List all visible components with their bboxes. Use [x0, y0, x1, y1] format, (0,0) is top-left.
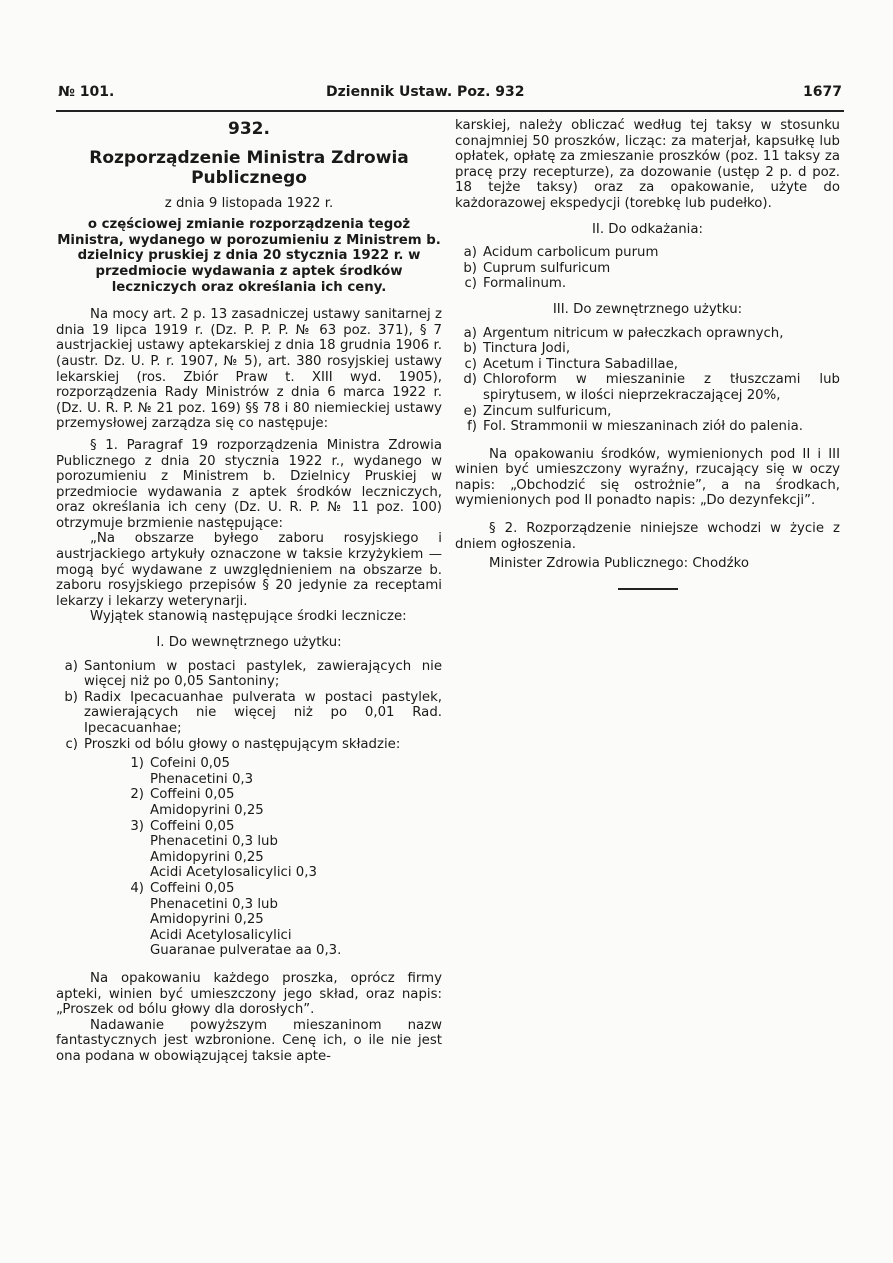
paragraph-1: § 1. Paragraf 19 rozporządzenia Ministra Zdrowia Publicznego z dnia 20 stycznia 1922 r., wydanego w porozumieniu z Ministrem b. Dzielnicy Pruskiej w przedmiocie wydawania z aptek środków leczniczych, oraz określania ich ceny (Dz. U. R. P. № 11 poz. 100) otrzymuje brzmienie następujące:: [56, 437, 442, 531]
document-number: 932.: [228, 119, 270, 139]
item-text: Chloroform w mieszaninie z tłuszczami lub spirytusem, w ilości nieprzekraczającej 20%,: [483, 372, 840, 403]
formula-ingredients: [150, 881, 442, 959]
list-item: [455, 404, 840, 420]
list-item: [455, 357, 840, 373]
item-text: Cuprum sulfuricum: [483, 260, 611, 276]
item-marker: c): [464, 356, 477, 372]
signature: Minister Zdrowia Publicznego: Chodźko: [489, 556, 749, 572]
naming-note-start: Nadawanie powyższym mieszaninom nazw fantastycznych jest wzbronione. Cenę ich, o ile nie jest ona podana w obowiązującej taksie apte-: [56, 1017, 442, 1064]
item-marker: a): [463, 245, 477, 261]
section-1-heading: I. Do wewnętrznego użytku:: [156, 635, 342, 651]
formula-marker: 3): [130, 818, 144, 834]
item-marker: b): [64, 689, 78, 705]
powder-formula: [116, 819, 442, 881]
item-text: Santonium w postaci pastylek, zawierających nie więcej niż po 0,05 Santoniny;: [84, 658, 442, 690]
ingredient: Amidopyrini 0,25: [150, 912, 264, 928]
ingredient: Coffeini 0,05: [150, 818, 235, 834]
paragraph-2: § 2. Rozporządzenie niniejsze wchodzi w życie z dniem ogłoszenia.: [455, 521, 840, 552]
quoted-provision: „Na obszarze byłego zaboru rosyjskiego i austrjackiego artykuły oznaczone w taksie krzyżykiem — mogą być wydawane z uwzględnieniem na obszarze b. zaboru rosyjskiego przepisów § 20 jedynie za receptami lekarzy i lekarzy weterynarji.: [56, 531, 442, 609]
formula-ingredients: [150, 787, 442, 818]
section-3-heading: III. Do zewnętrznego użytku:: [552, 301, 743, 317]
naming-note-continued: karskiej, należy obliczać według tej taksy w stosunku conajmniej 50 proszków, licząc: za materjał, kapsułkę lub opłatek, opłatę za zmieszanie proszków (poz. 11 taksy za pracę przy recepturze), za dozowanie (ustęp 2 p. d poz. 18 tejże taksy) oraz za opakowanie, użyte do każdorazowej ekspedycji (torebkę lub pudełko).: [455, 118, 840, 211]
list-item: [455, 276, 840, 292]
ingredient: Acidi Acetylosalicylici 0,3: [150, 865, 317, 881]
right-column: [455, 118, 840, 590]
item-marker: d): [463, 372, 477, 388]
left-column: [56, 118, 442, 1064]
list-item: [455, 372, 840, 403]
exceptions-intro: Wyjątek stanowią następujące środki lecznicze:: [90, 609, 407, 625]
item-text: Fol. Strammonii w mieszaninach ziół do palenia.: [483, 419, 804, 435]
list-item: [56, 659, 442, 690]
list-item: [455, 245, 840, 261]
ingredient: Acidi Acetylosalicylici: [150, 927, 292, 943]
item-text: Formalinum.: [483, 276, 567, 292]
preamble: Na mocy art. 2 p. 13 zasadniczej ustawy sanitarnej z dnia 19 lipca 1919 r. (Dz. P. P. P. № 63 poz. 371), § 7 austrjackiej ustawy aptekarskiej z dnia 18 grudnia 1906 r. (austr. Dz. U. P. r. 1907, № 5), art. 380 rosyjskiej ustawy lekarskiej (ros. Zbiór Praw t. XIII wyd. 1905), rozporządzenia Rady Ministrów z dnia 6 marca 1922 r. (Dz. U. R. P. № 21 poz. 169) §§ 78 i 80 niemieckiej ustawy przemysłowej zarządza się co następuje:: [56, 307, 442, 432]
item-text: Zincum sulfuricum,: [483, 403, 612, 419]
ingredient: Coffeini 0,05: [150, 880, 235, 896]
document-title: Rozporządzenie Ministra Zdrowia Publicznego: [89, 147, 409, 188]
item-marker: b): [463, 260, 477, 276]
document-subject: o częściowej zmianie rozporządzenia tegoż Ministra, wydanego w porozumieniu z Ministrem b. dzielnicy pruskiej z dnia 20 stycznia 1922 r. w przedmiocie wydawania z aptek środków leczniczych oraz określania ich ceny.: [57, 217, 441, 295]
item-text: Acetum i Tinctura Sabadillae,: [483, 356, 678, 372]
ingredient: Guaranae pulveratae aa 0,3.: [150, 943, 342, 959]
ingredient: Phenacetini 0,3: [150, 771, 254, 787]
document-date: z dnia 9 listopada 1922 r.: [164, 195, 334, 211]
journal-number: № 101.: [58, 84, 115, 100]
formula-ingredients: [150, 756, 442, 787]
item-marker: a): [64, 658, 78, 674]
ingredient: Cofeini 0,05: [150, 756, 230, 772]
page-header: [58, 84, 842, 106]
end-rule: [618, 588, 678, 590]
item-marker: c): [65, 736, 78, 752]
formula-marker: 2): [130, 787, 144, 803]
ingredient: Coffeini 0,05: [150, 787, 235, 803]
ingredient: Phenacetini 0,3 lub: [150, 834, 278, 850]
ingredient: Phenacetini 0,3 lub: [150, 896, 278, 912]
formula-ingredients: [150, 819, 442, 881]
item-text: Radix Ipecacuanhae pulverata w postaci pastylek, zawierających nie więcej niż po 0,01 Rad. Ipecacuanhae;: [84, 689, 442, 736]
item-text: Argentum nitricum w pałeczkach oprawnych,: [483, 325, 784, 341]
powder-formula: [116, 881, 442, 959]
list-item: [455, 326, 840, 342]
header-rule: [56, 110, 844, 112]
list-item: [56, 737, 442, 753]
ingredient: Amidopyrini 0,25: [150, 802, 264, 818]
powder-formula: [116, 756, 442, 787]
page-number: 1677: [803, 84, 842, 100]
item-text: Proszki od bólu głowy o następującym składzie:: [84, 736, 401, 752]
item-marker: a): [463, 325, 477, 341]
formula-marker: 1): [130, 756, 144, 772]
list-item: [56, 690, 442, 737]
journal-title: Dziennik Ustaw. Poz. 932: [326, 84, 525, 100]
list-item: [455, 419, 840, 435]
item-text: Acidum carbolicum purum: [483, 245, 659, 261]
section-2-heading: II. Do odkażania:: [592, 221, 703, 237]
powder-formula: [116, 787, 442, 818]
packaging-note-2: Na opakowaniu środków, wymienionych pod II i III winien być umieszczony wyraźny, rzucający się w oczy napis: „Obchodzić się ostrożnie”, a na środkach, wymienionych pod II ponadto napis: „Do dezynfekcji”.: [455, 446, 840, 509]
list-item: [455, 341, 840, 357]
packaging-note: Na opakowaniu każdego proszka, oprócz firmy apteki, winien być umieszczony jego skład, oraz napis: „Proszek od bólu głowy dla dorosłych”.: [56, 970, 442, 1018]
item-marker: e): [463, 403, 477, 419]
formula-marker: 4): [130, 880, 144, 896]
item-marker: f): [467, 419, 477, 435]
item-marker: c): [464, 276, 477, 292]
item-marker: b): [463, 341, 477, 357]
item-text: Tinctura Jodi,: [483, 341, 571, 357]
list-item: [455, 261, 840, 277]
ingredient: Amidopyrini 0,25: [150, 849, 264, 865]
